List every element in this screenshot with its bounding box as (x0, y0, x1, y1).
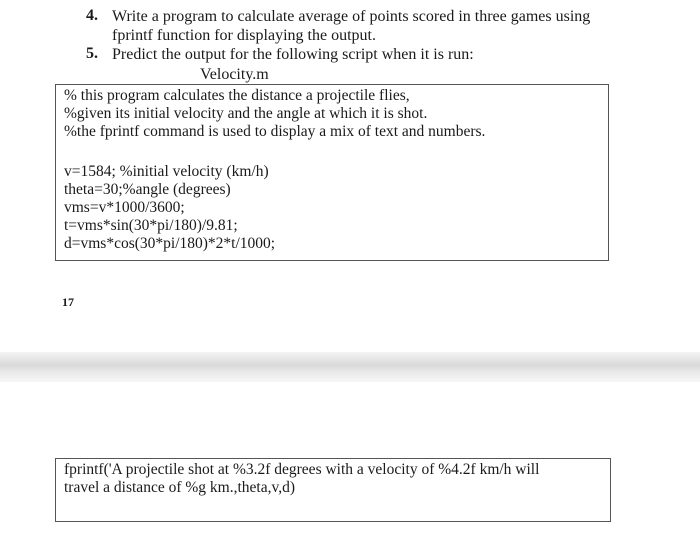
question-4-text-line2: fprintf function for displaying the output. (112, 27, 376, 44)
code-line: %given its initial velocity and the angle at which it is shot. (64, 105, 428, 122)
code-line: theta=30;%angle (degrees) (64, 181, 231, 198)
code-box (55, 84, 609, 261)
code-line: %the fprintf command is used to display a mix of text and numbers. (64, 123, 486, 140)
question-5-number: 5. (86, 45, 98, 62)
page-number: 17 (62, 295, 74, 309)
code-line: t=vms*sin(30*pi/180)/9.81; (64, 217, 238, 234)
script-title: Velocity.m (200, 66, 269, 83)
code-line: fprintf('A projectile shot at %3.2f degrees with a velocity of %4.2f km/h will (64, 461, 540, 478)
page-break-divider (0, 352, 700, 382)
code-line: % this program calculates the distance a projectile flies, (64, 87, 410, 104)
code-line: v=1584; %initial velocity (km/h) (64, 163, 269, 180)
question-4-number: 4. (86, 7, 98, 24)
code-line: d=vms*cos(30*pi/180)*2*t/1000; (64, 235, 276, 252)
question-5-text: Predict the output for the following script when it is run: (112, 46, 474, 63)
code-line: travel a distance of %g km.,theta,v,d) (64, 479, 295, 496)
code-line: vms=v*1000/3600; (64, 199, 185, 216)
question-4-text-line1: Write a program to calculate average of points scored in three games using (112, 8, 591, 25)
code-box-continued (55, 458, 611, 522)
